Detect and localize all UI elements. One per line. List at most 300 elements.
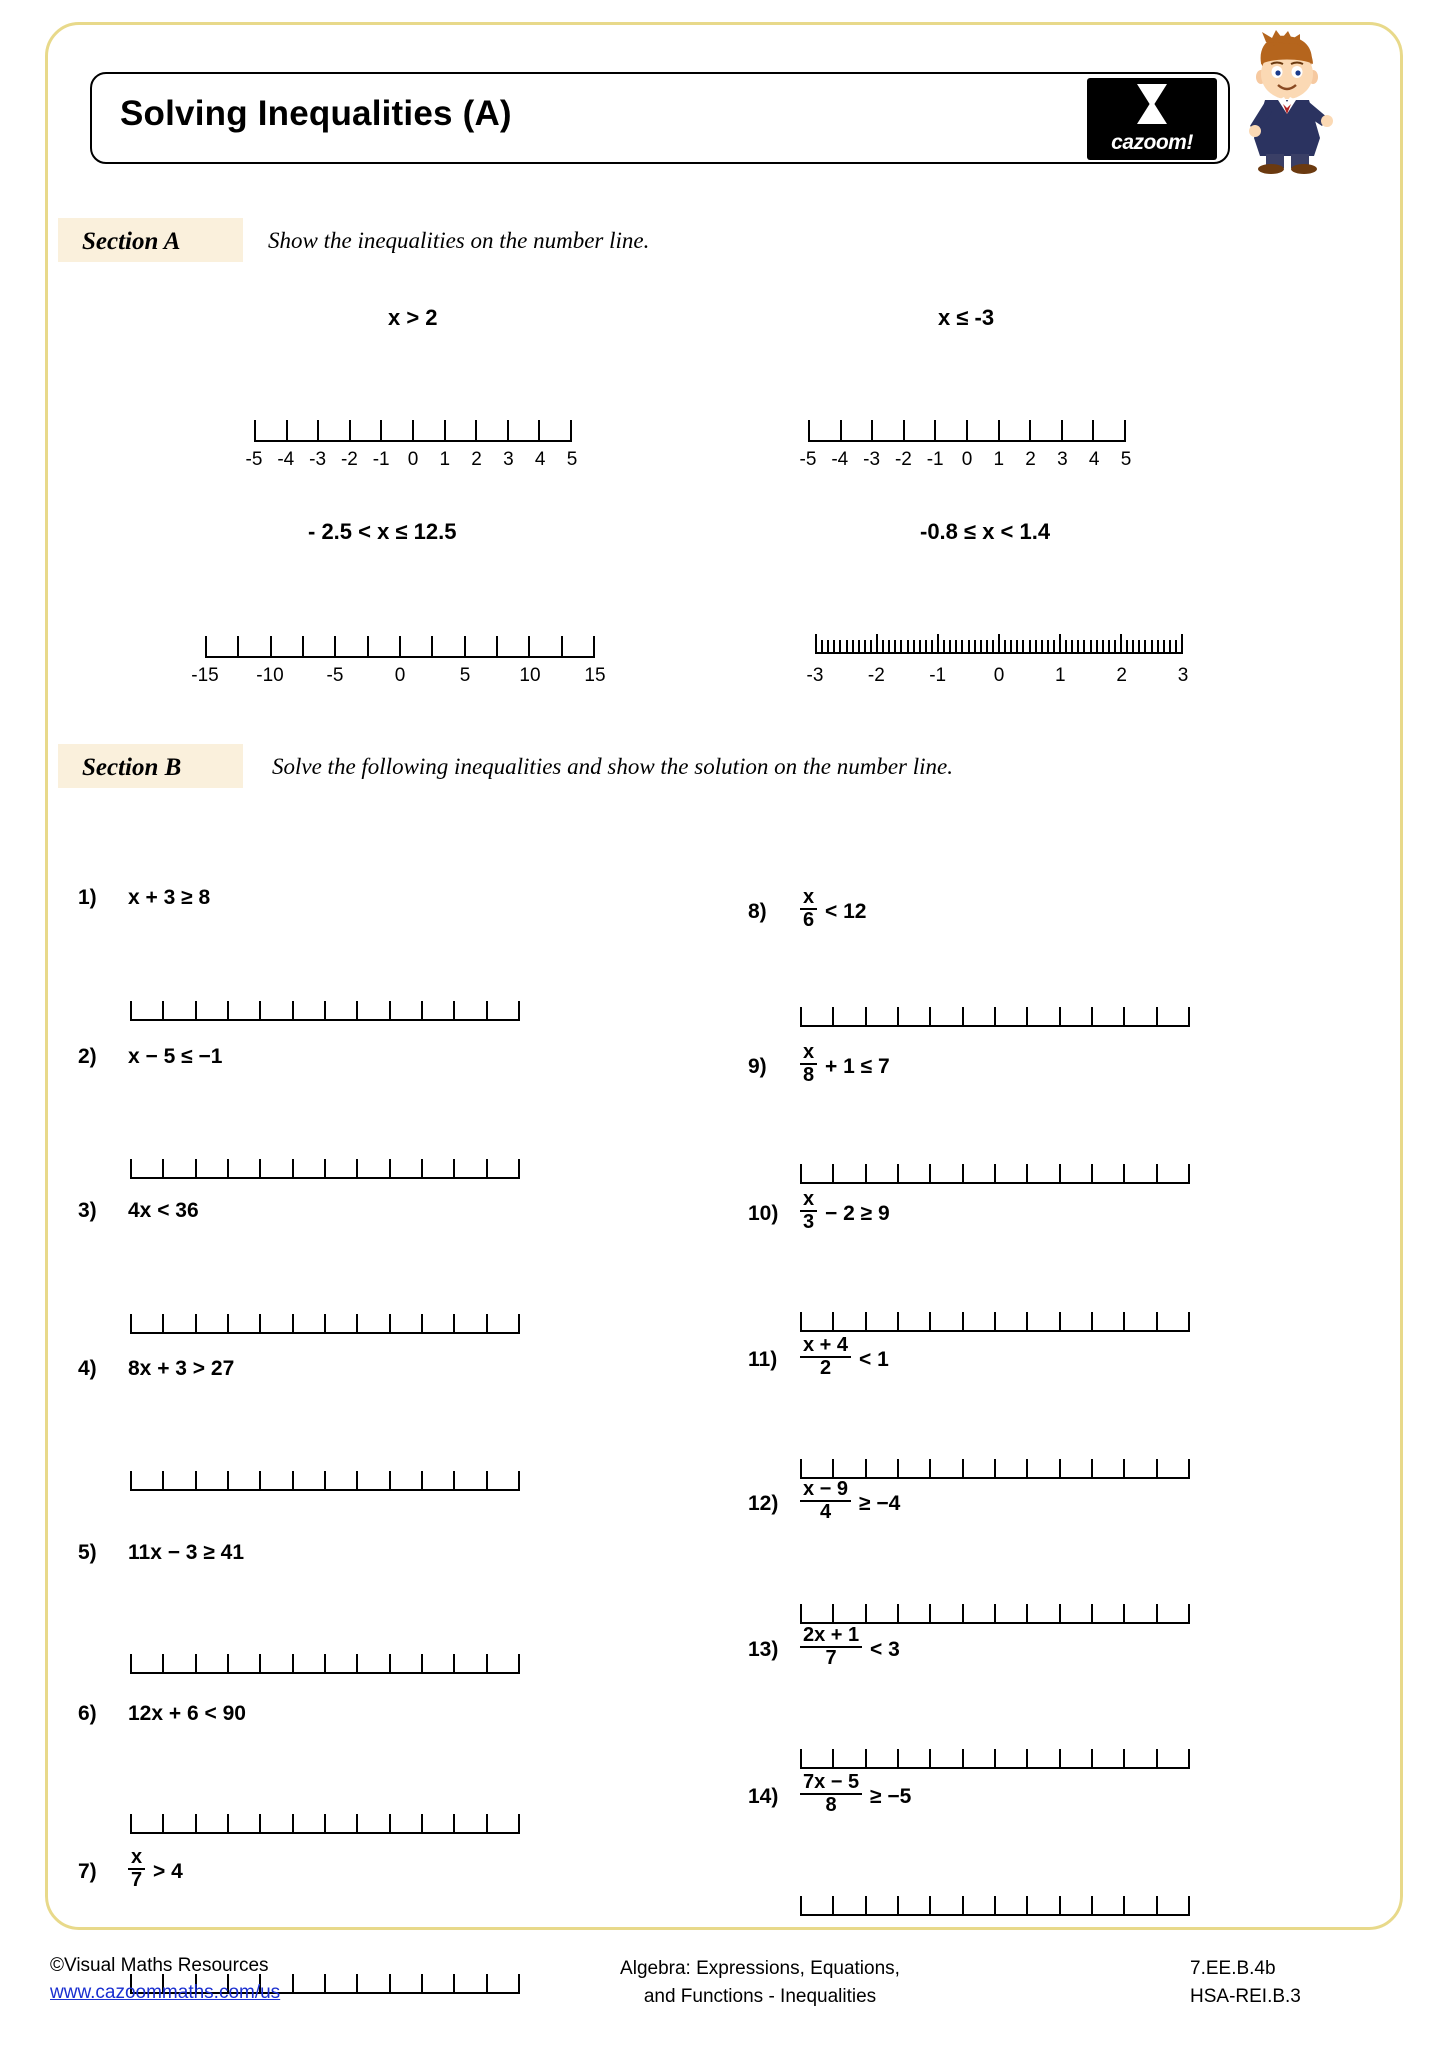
fraction-denominator: 6 bbox=[800, 908, 817, 931]
axis-label: 2 bbox=[1116, 665, 1127, 686]
tick-mark bbox=[162, 1814, 164, 1834]
tick-mark bbox=[486, 1314, 488, 1334]
tick-mark bbox=[800, 1164, 802, 1184]
fraction-numerator: x bbox=[803, 1041, 815, 1063]
tick-mark bbox=[808, 420, 810, 442]
tick-mark bbox=[1041, 640, 1043, 654]
axis-label: 1 bbox=[1055, 665, 1066, 686]
tick-mark bbox=[518, 1159, 520, 1179]
question-expression-tail: ≥ −5 bbox=[870, 1785, 912, 1808]
axis-label: 0 bbox=[961, 449, 973, 470]
axis-label: -2 bbox=[894, 449, 912, 470]
tick-mark bbox=[1120, 634, 1122, 654]
number-line-a4[interactable] bbox=[815, 632, 1183, 654]
tick-mark bbox=[453, 1654, 455, 1674]
tick-mark bbox=[389, 1814, 391, 1834]
question-expression-tail: < 1 bbox=[859, 1348, 889, 1371]
tick-mark bbox=[389, 1314, 391, 1334]
tick-mark bbox=[1123, 1749, 1125, 1769]
question-expression: 11x − 3 ≥ 41 bbox=[128, 1541, 245, 1564]
tick-mark bbox=[934, 420, 936, 442]
tick-mark bbox=[994, 1459, 996, 1479]
section-a-expr-3: - 2.5 < x ≤ 12.5 bbox=[308, 519, 457, 544]
copyright-text: ©Visual Maths Resources bbox=[50, 1955, 269, 1976]
tick-mark bbox=[324, 1001, 326, 1021]
question-expression: 8x + 3 > 27 bbox=[128, 1357, 235, 1380]
axis-label: 5 bbox=[566, 449, 578, 470]
tick-mark bbox=[227, 1314, 229, 1334]
tick-mark bbox=[858, 640, 860, 654]
tick-mark bbox=[846, 640, 848, 654]
answer-number-line[interactable] bbox=[800, 1598, 1190, 1624]
number-line-a2[interactable] bbox=[808, 414, 1126, 442]
tick-mark bbox=[897, 1749, 899, 1769]
tick-mark bbox=[961, 640, 963, 654]
tick-mark bbox=[1026, 1007, 1028, 1027]
tick-mark bbox=[1091, 1007, 1093, 1027]
answer-number-line[interactable] bbox=[130, 1465, 520, 1491]
tick-mark bbox=[903, 420, 905, 442]
axis-label: 5 bbox=[1120, 449, 1132, 470]
tick-mark bbox=[1071, 640, 1073, 654]
tick-mark bbox=[1035, 640, 1037, 654]
tick-mark bbox=[832, 1749, 834, 1769]
tick-mark bbox=[865, 1459, 867, 1479]
tick-mark bbox=[870, 640, 872, 654]
tick-mark bbox=[356, 1001, 358, 1021]
standard-code-2: HSA-REI.B.3 bbox=[1190, 1985, 1301, 2007]
tick-mark bbox=[486, 1814, 488, 1834]
tick-mark bbox=[356, 1471, 358, 1491]
tick-mark bbox=[259, 1314, 261, 1334]
tick-mark bbox=[897, 1459, 899, 1479]
tick-mark bbox=[897, 1312, 899, 1332]
tick-mark bbox=[929, 1312, 931, 1332]
section-a-banner bbox=[58, 218, 243, 262]
tick-mark bbox=[292, 1471, 294, 1491]
section-a-label: Section A bbox=[82, 228, 181, 255]
tick-mark bbox=[865, 1749, 867, 1769]
tick-mark bbox=[528, 636, 530, 658]
tick-mark bbox=[840, 420, 842, 442]
tick-mark bbox=[518, 1654, 520, 1674]
question-number: 9) bbox=[748, 1055, 767, 1078]
number-line-a1[interactable] bbox=[254, 414, 572, 442]
tick-mark bbox=[1091, 1749, 1093, 1769]
axis-label: -2 bbox=[867, 665, 885, 686]
tick-mark bbox=[518, 1471, 520, 1491]
tick-mark bbox=[518, 1001, 520, 1021]
tick-mark bbox=[324, 1814, 326, 1834]
standard-code-1: 7.EE.B.4b bbox=[1190, 1958, 1276, 1979]
question-number: 1) bbox=[78, 886, 97, 909]
tick-mark bbox=[421, 1001, 423, 1021]
tick-mark bbox=[1188, 1459, 1190, 1479]
tick-mark bbox=[1096, 640, 1098, 654]
tick-mark bbox=[195, 1814, 197, 1834]
tick-mark bbox=[259, 1814, 261, 1834]
answer-number-line[interactable] bbox=[130, 1808, 520, 1834]
tick-mark bbox=[1026, 1749, 1028, 1769]
fraction bbox=[800, 1625, 862, 1669]
question-expression: 4x < 36 bbox=[128, 1199, 199, 1222]
axis-label: -3 bbox=[309, 449, 327, 470]
axis-label: 1 bbox=[439, 449, 451, 470]
section-a-expr-2: x ≤ -3 bbox=[938, 305, 995, 330]
tick-mark bbox=[356, 1159, 358, 1179]
axis-label: -1 bbox=[929, 665, 947, 686]
fraction-numerator: x − 9 bbox=[803, 1478, 849, 1500]
tick-mark bbox=[1188, 1164, 1190, 1184]
axis-label: -5 bbox=[326, 665, 344, 686]
fraction bbox=[128, 1847, 145, 1891]
tick-mark bbox=[992, 640, 994, 654]
tick-mark bbox=[931, 640, 933, 654]
tick-mark bbox=[162, 1654, 164, 1674]
fraction-denominator: 8 bbox=[800, 1063, 817, 1086]
question-number: 13) bbox=[748, 1638, 779, 1661]
tick-mark bbox=[1188, 1312, 1190, 1332]
axis-label: 2 bbox=[1025, 449, 1036, 470]
tick-mark bbox=[1083, 640, 1085, 654]
tick-mark bbox=[1123, 1896, 1125, 1916]
tick-mark bbox=[865, 1312, 867, 1332]
question-number: 11) bbox=[748, 1348, 778, 1371]
tick-mark bbox=[937, 634, 939, 654]
tick-mark bbox=[929, 1749, 931, 1769]
topic-line-2: and Functions - Inequalities bbox=[643, 1985, 877, 2007]
tick-mark bbox=[486, 1159, 488, 1179]
tick-mark bbox=[496, 636, 498, 658]
tick-mark bbox=[832, 1459, 834, 1479]
fraction-numerator: x bbox=[803, 1188, 815, 1210]
tick-mark bbox=[486, 1654, 488, 1674]
tick-mark bbox=[1123, 1459, 1125, 1479]
tick-mark bbox=[929, 1459, 931, 1479]
question-number: 2) bbox=[78, 1045, 97, 1068]
tick-mark bbox=[421, 1159, 423, 1179]
tick-mark bbox=[286, 420, 288, 442]
fraction bbox=[800, 1335, 851, 1379]
tick-mark bbox=[130, 1001, 132, 1021]
tick-mark bbox=[259, 1159, 261, 1179]
tick-mark bbox=[1059, 634, 1061, 654]
question-expression-tail: − 2 ≥ 9 bbox=[825, 1202, 890, 1225]
tick-mark bbox=[800, 1749, 802, 1769]
fraction bbox=[800, 1189, 817, 1233]
question-number: 12) bbox=[748, 1492, 779, 1515]
answer-number-line[interactable] bbox=[800, 1001, 1190, 1027]
tick-mark bbox=[1059, 1312, 1061, 1332]
tick-mark bbox=[1059, 1459, 1061, 1479]
answer-number-line[interactable] bbox=[800, 1453, 1190, 1479]
tick-mark bbox=[1059, 1007, 1061, 1027]
tick-mark bbox=[925, 640, 927, 654]
fraction bbox=[800, 1479, 851, 1523]
tick-mark bbox=[865, 1007, 867, 1027]
tick-mark bbox=[356, 1814, 358, 1834]
tick-mark bbox=[864, 640, 866, 654]
tick-mark bbox=[865, 1604, 867, 1624]
tick-mark bbox=[1123, 1604, 1125, 1624]
tick-mark bbox=[367, 636, 369, 658]
tick-mark bbox=[518, 1814, 520, 1834]
tick-mark bbox=[1022, 640, 1024, 654]
tick-mark bbox=[130, 1654, 132, 1674]
tick-mark bbox=[876, 634, 878, 654]
tick-mark bbox=[421, 1974, 423, 1994]
tick-mark bbox=[865, 1164, 867, 1184]
fraction-numerator: 7x − 5 bbox=[803, 1771, 860, 1793]
answer-number-line[interactable] bbox=[130, 1308, 520, 1334]
fraction bbox=[800, 1772, 862, 1816]
tick-mark bbox=[453, 1471, 455, 1491]
tick-mark bbox=[324, 1314, 326, 1334]
tick-mark bbox=[227, 1654, 229, 1674]
tick-mark bbox=[968, 640, 970, 654]
tick-mark bbox=[929, 1604, 931, 1624]
answer-number-line[interactable] bbox=[130, 995, 520, 1021]
axis-label: -4 bbox=[831, 449, 849, 470]
axis-label: 0 bbox=[993, 665, 1005, 686]
tick-mark bbox=[1026, 1312, 1028, 1332]
tick-mark bbox=[227, 1001, 229, 1021]
question-number: 6) bbox=[78, 1702, 97, 1725]
axis-label: 2 bbox=[471, 449, 482, 470]
section-b-banner bbox=[58, 744, 243, 788]
answer-number-line[interactable] bbox=[800, 1890, 1190, 1916]
tick-mark bbox=[486, 1001, 488, 1021]
tick-mark bbox=[897, 1896, 899, 1916]
tick-mark bbox=[871, 420, 873, 442]
tick-mark bbox=[994, 1007, 996, 1027]
tick-mark bbox=[205, 636, 207, 658]
axis-label: 4 bbox=[1088, 449, 1100, 470]
tick-mark bbox=[929, 1164, 931, 1184]
section-a-expr-1: x > 2 bbox=[388, 305, 438, 330]
fraction-denominator: 3 bbox=[800, 1210, 817, 1233]
tick-mark bbox=[980, 640, 982, 654]
question-expression: 12x + 6 < 90 bbox=[128, 1702, 246, 1725]
footer-left bbox=[50, 1955, 280, 2004]
tick-mark bbox=[227, 1814, 229, 1834]
tick-mark bbox=[832, 1164, 834, 1184]
tick-mark bbox=[1123, 1312, 1125, 1332]
tick-mark bbox=[929, 1896, 931, 1916]
tick-mark bbox=[380, 420, 382, 442]
axis-label: -10 bbox=[256, 665, 284, 686]
axis-label: -5 bbox=[245, 449, 263, 470]
tick-mark bbox=[453, 1814, 455, 1834]
axis-label: 3 bbox=[1177, 665, 1189, 686]
tick-mark bbox=[1124, 420, 1126, 442]
tick-mark bbox=[1059, 1749, 1061, 1769]
tick-mark bbox=[334, 636, 336, 658]
tick-mark bbox=[270, 636, 272, 658]
tick-mark bbox=[1053, 640, 1055, 654]
tick-mark bbox=[130, 1314, 132, 1334]
tick-mark bbox=[1156, 1604, 1158, 1624]
tick-mark bbox=[1156, 1459, 1158, 1479]
tick-mark bbox=[1156, 1007, 1158, 1027]
tick-mark bbox=[1169, 640, 1171, 654]
tick-mark bbox=[1157, 640, 1159, 654]
fraction-denominator: 8 bbox=[800, 1793, 862, 1816]
tick-mark bbox=[1026, 1604, 1028, 1624]
tick-mark bbox=[195, 1159, 197, 1179]
tick-mark bbox=[259, 1654, 261, 1674]
tick-mark bbox=[237, 636, 239, 658]
question-expression-tail: ≥ −4 bbox=[859, 1492, 901, 1515]
tick-mark bbox=[832, 1007, 834, 1027]
tick-mark bbox=[882, 640, 884, 654]
axis-label: -15 bbox=[191, 665, 219, 686]
tick-mark bbox=[292, 1974, 294, 1994]
axis-label: 10 bbox=[519, 665, 541, 686]
axis-label: 4 bbox=[534, 449, 546, 470]
question-expression-tail: < 12 bbox=[825, 900, 867, 923]
tick-mark bbox=[994, 1312, 996, 1332]
tick-mark bbox=[593, 636, 595, 658]
tick-mark bbox=[389, 1471, 391, 1491]
tick-mark bbox=[356, 1314, 358, 1334]
axis-label: 0 bbox=[394, 665, 406, 686]
tick-mark bbox=[1132, 640, 1134, 654]
tick-mark bbox=[888, 640, 890, 654]
tick-mark bbox=[324, 1471, 326, 1491]
tick-mark bbox=[1004, 640, 1006, 654]
tick-mark bbox=[994, 1749, 996, 1769]
tick-mark bbox=[949, 640, 951, 654]
tick-mark bbox=[444, 420, 446, 442]
tick-mark bbox=[1059, 1604, 1061, 1624]
answer-number-line[interactable] bbox=[800, 1306, 1190, 1332]
tick-mark bbox=[962, 1312, 964, 1332]
tick-mark bbox=[1108, 640, 1110, 654]
tick-mark bbox=[130, 1471, 132, 1491]
axis-label: -3 bbox=[806, 665, 824, 686]
tick-mark bbox=[1156, 1896, 1158, 1916]
tick-mark bbox=[195, 1654, 197, 1674]
tick-mark bbox=[324, 1974, 326, 1994]
tick-mark bbox=[195, 1471, 197, 1491]
tick-mark bbox=[900, 640, 902, 654]
axis-label: 0 bbox=[407, 449, 419, 470]
answer-number-line[interactable] bbox=[130, 1153, 520, 1179]
question-expression: x + 3 ≥ 8 bbox=[128, 886, 211, 909]
number-line-a3[interactable] bbox=[205, 630, 595, 658]
topic-line-1: Algebra: Expressions, Equations, bbox=[620, 1958, 900, 1979]
tick-mark bbox=[1188, 1749, 1190, 1769]
tick-mark bbox=[162, 1159, 164, 1179]
tick-mark bbox=[1138, 640, 1140, 654]
website-link[interactable]: www.cazoommaths.com/us bbox=[50, 1982, 281, 2003]
tick-mark bbox=[962, 1896, 964, 1916]
tick-mark bbox=[1029, 640, 1031, 654]
answer-number-line[interactable] bbox=[130, 1648, 520, 1674]
tick-mark bbox=[538, 420, 540, 442]
section-a-instruction: Show the inequalities on the number line. bbox=[268, 228, 650, 253]
tick-mark bbox=[897, 1164, 899, 1184]
tick-mark bbox=[1059, 1164, 1061, 1184]
tick-mark bbox=[518, 1314, 520, 1334]
axis-label: 3 bbox=[503, 449, 514, 470]
tick-mark bbox=[1077, 640, 1079, 654]
tick-mark bbox=[292, 1314, 294, 1334]
tick-mark bbox=[1091, 1896, 1093, 1916]
tick-mark bbox=[518, 1974, 520, 1994]
tick-mark bbox=[1188, 1604, 1190, 1624]
tick-mark bbox=[832, 1896, 834, 1916]
axis-label: -1 bbox=[926, 449, 944, 470]
tick-mark bbox=[254, 420, 256, 442]
tick-mark bbox=[1188, 1896, 1190, 1916]
tick-mark bbox=[561, 636, 563, 658]
tick-mark bbox=[962, 1749, 964, 1769]
section-a-expr-4: -0.8 ≤ x < 1.4 bbox=[920, 519, 1051, 544]
tick-mark bbox=[815, 634, 817, 654]
tick-mark bbox=[897, 1604, 899, 1624]
tick-mark bbox=[832, 1604, 834, 1624]
tick-mark bbox=[1029, 420, 1031, 442]
question-expression-tail: > 4 bbox=[153, 1860, 183, 1883]
tick-mark bbox=[800, 1459, 802, 1479]
tick-mark bbox=[998, 634, 1000, 654]
tick-mark bbox=[962, 1459, 964, 1479]
tick-mark bbox=[195, 1001, 197, 1021]
tick-mark bbox=[897, 1007, 899, 1027]
cazoom-logo bbox=[1087, 78, 1217, 160]
tick-mark bbox=[486, 1471, 488, 1491]
tick-mark bbox=[1156, 1164, 1158, 1184]
tick-mark bbox=[453, 1159, 455, 1179]
number-line-a3-labels bbox=[191, 665, 606, 691]
tick-mark bbox=[1163, 640, 1165, 654]
section-b-instruction: Solve the following inequalities and show the solution on the number line. bbox=[272, 754, 953, 779]
tick-mark bbox=[259, 1001, 261, 1021]
tick-mark bbox=[1059, 1896, 1061, 1916]
question-number: 10) bbox=[748, 1202, 779, 1225]
tick-mark bbox=[1151, 640, 1153, 654]
answer-number-line[interactable] bbox=[800, 1158, 1190, 1184]
question-expression-tail: < 3 bbox=[870, 1638, 900, 1661]
tick-mark bbox=[1181, 634, 1183, 654]
tick-mark bbox=[1026, 1164, 1028, 1184]
tick-mark bbox=[1016, 640, 1018, 654]
axis-label: -5 bbox=[799, 449, 817, 470]
axis-label: -1 bbox=[372, 449, 390, 470]
tick-mark bbox=[1047, 640, 1049, 654]
axis-label: 3 bbox=[1057, 449, 1068, 470]
tick-mark bbox=[1091, 1312, 1093, 1332]
tick-mark bbox=[894, 640, 896, 654]
tick-mark bbox=[962, 1007, 964, 1027]
tick-mark bbox=[475, 420, 477, 442]
tick-mark bbox=[195, 1314, 197, 1334]
question-number: 3) bbox=[78, 1199, 97, 1222]
tick-mark bbox=[421, 1654, 423, 1674]
tick-mark bbox=[464, 636, 466, 658]
answer-number-line[interactable] bbox=[800, 1743, 1190, 1769]
tick-mark bbox=[570, 420, 572, 442]
tick-mark bbox=[1090, 640, 1092, 654]
footer-right bbox=[1190, 1955, 1400, 2010]
tick-mark bbox=[389, 1001, 391, 1021]
tick-mark bbox=[1091, 1164, 1093, 1184]
tick-mark bbox=[821, 640, 823, 654]
number-line-a2-labels bbox=[799, 449, 1132, 475]
tick-mark bbox=[994, 1164, 996, 1184]
